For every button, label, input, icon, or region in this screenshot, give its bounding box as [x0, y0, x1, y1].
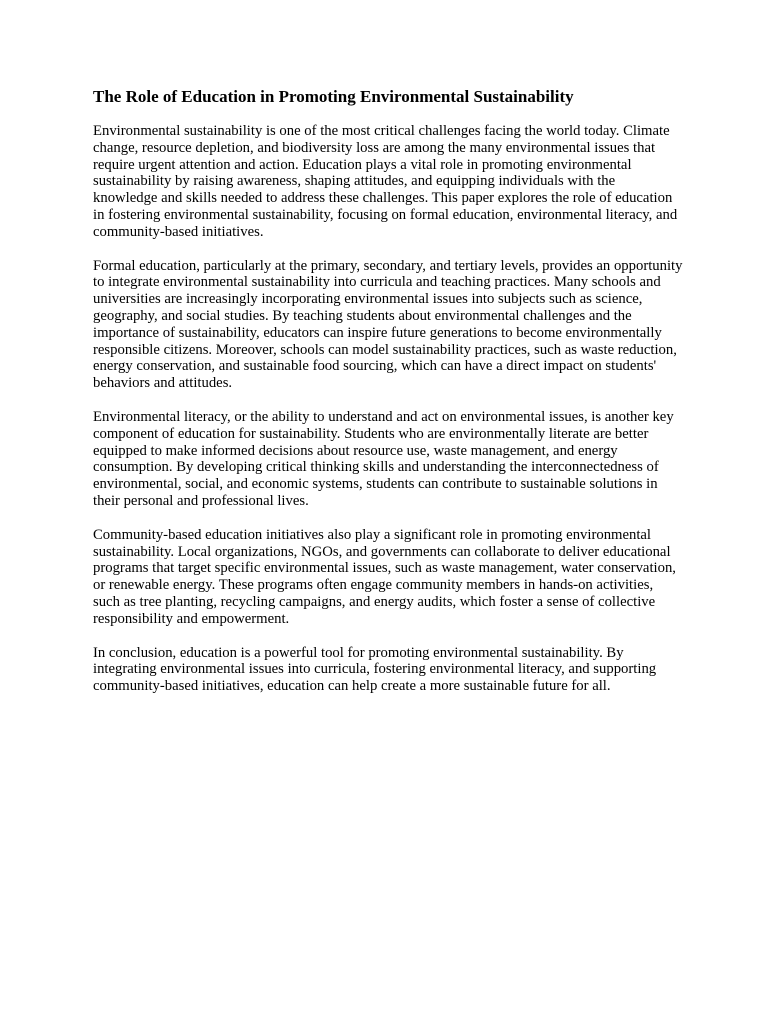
paragraph-conclusion: In conclusion, education is a powerful tool for promoting environmental sustainability. By integrating environmental issues into curricula, fostering environmental literacy, and supporting community-based initiatives, education can help create a more sustainable future for all.	[93, 644, 657, 695]
paragraph-community-initiatives: Community-based education initiatives also play a significant role in promoting environmental sustainability. Local organizations, NGOs, and governments can collaborate to deliver educational programs that target specific environmental issues, such as waste management, water conservation, or renewable energy. These programs often engage community members in hands-on activities, such as tree planting, recycling campaigns, and energy audits, which foster a sense of collective responsibility and empowerment.	[93, 526, 676, 627]
paragraph-environmental-literacy: Environmental literacy, or the ability to understand and act on environmental issues, is another key component of education for sustainability. Students who are environmentally literate are better equipped to make informed decisions about resource use, waste management, and energy consumption. By developing critical thinking skills and understanding the interconnectedness of environmental, social, and economic systems, students can contribute to sustainable solutions in their personal and professional lives.	[93, 408, 674, 509]
paragraph-formal-education: Formal education, particularly at the primary, secondary, and tertiary levels, provides an opportunity to integrate environmental sustainability into curricula and teaching practices. Many schools and universities are increasingly incorporating environmental issues into subjects such as science, geography, and social studies. By teaching students about environmental challenges and the importance of sustainability, educators can inspire future generations to become environmentally responsible citizens. Moreover, schools can model sustainability practices, such as waste reduction, energy conservation, and sustainable food sourcing, which can have a direct impact on students' behaviors and attitudes.	[93, 257, 683, 392]
document-title: The Role of Education in Promoting Environmental Sustainability	[93, 87, 574, 106]
paragraph-introduction: Environmental sustainability is one of the most critical challenges facing the world today. Climate change, resource depletion, and biodiversity loss are among the many environmental issues that require urgent attention and action. Education plays a vital role in promoting environmental sustainability by raising awareness, shaping attitudes, and equipping individuals with the knowledge and skills needed to address these challenges. This paper explores the role of education in fostering environmental sustainability, focusing on formal education, environmental literacy, and community-based initiatives.	[93, 123, 678, 240]
document-page	[93, 86, 683, 712]
